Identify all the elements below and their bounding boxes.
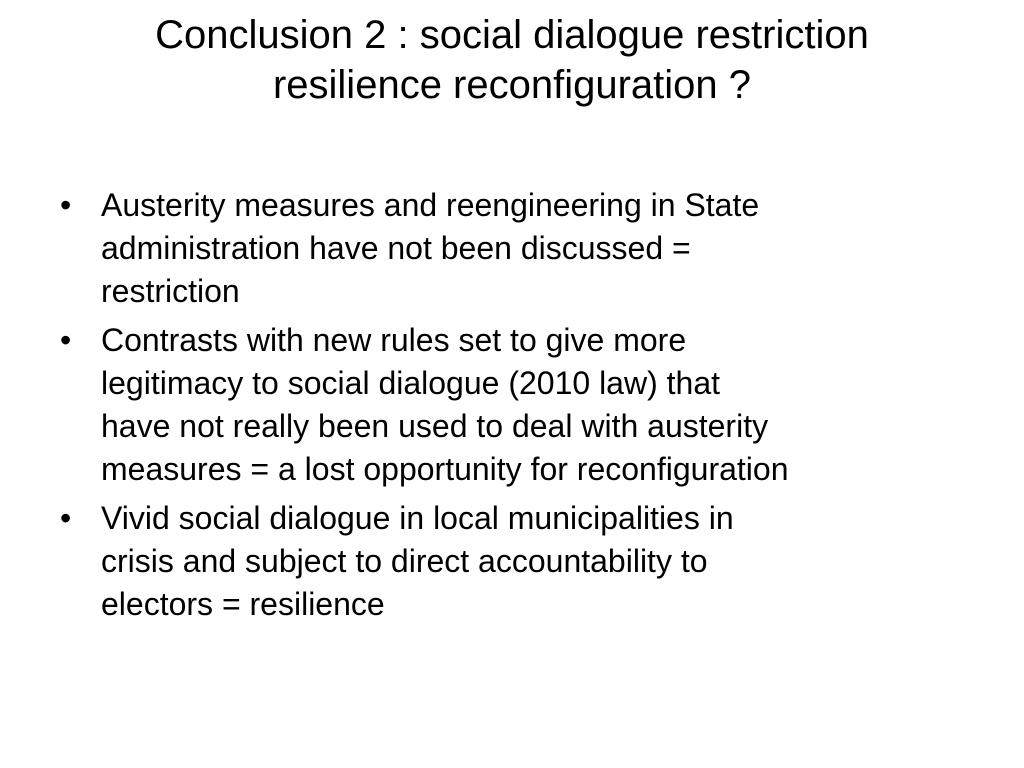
bullet-marker: • xyxy=(60,322,72,358)
bullet-text-line: have not really been used to deal with austerity xyxy=(101,408,769,444)
bullet-item xyxy=(58,319,978,491)
title-line: Conclusion 2 : social dialogue restriction xyxy=(155,13,869,57)
bullet-text-line: restriction xyxy=(101,273,240,309)
bullet-text-line: Austerity measures and reengineering in State xyxy=(101,187,760,223)
bullet-text-line: administration have not been discussed = xyxy=(101,230,691,266)
bullet-text-line: measures = a lost opportunity for reconfiguration xyxy=(101,451,789,487)
slide-title xyxy=(40,10,984,110)
bullet-text-line: legitimacy to social dialogue (2010 law) that xyxy=(101,365,720,401)
bullet-marker: • xyxy=(60,187,72,223)
title-line: resilience reconfiguration ? xyxy=(272,63,752,107)
bullet-text-line: crisis and subject to direct accountability to xyxy=(101,543,708,579)
bullet-text-line: electors = resilience xyxy=(101,586,385,622)
bullet-item xyxy=(58,497,978,626)
bullet-text-line: Vivid social dialogue in local municipalities in xyxy=(101,500,734,536)
bullet-list xyxy=(58,184,978,632)
bullet-text-line: Contrasts with new rules set to give more xyxy=(101,322,687,358)
bullet-marker: • xyxy=(60,500,72,536)
bullet-item xyxy=(58,184,978,313)
